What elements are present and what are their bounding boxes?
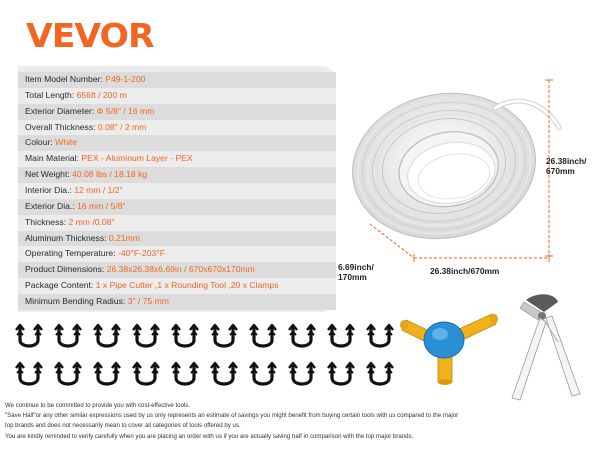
spec-value: 2 mm /0.08"	[68, 216, 115, 227]
spec-row	[18, 72, 336, 88]
clamp-icon	[287, 322, 317, 352]
depth-dimension-metric: 170mm	[338, 272, 367, 282]
brand-logo: VEVOR	[26, 16, 154, 55]
spec-value: 40.08 lbs / 18.18 kg	[72, 169, 148, 180]
spec-label: Net Weight:	[25, 169, 73, 180]
tools-image	[396, 290, 600, 402]
rounding-tool	[400, 314, 498, 385]
spec-row	[18, 215, 336, 231]
spec-label: Package Content:	[25, 280, 96, 291]
clamp-icon	[248, 322, 278, 352]
spec-label: Main Material:	[25, 153, 82, 164]
spec-value: 0.21mm	[108, 232, 140, 243]
spec-value: -40°F-203°F	[118, 248, 165, 259]
clamp-icon	[14, 360, 44, 390]
spec-row	[18, 167, 336, 183]
spec-label: Product Dimensions:	[25, 264, 107, 275]
spec-label: Minimum Bending Radius:	[25, 295, 128, 306]
clamp-icon	[326, 360, 356, 390]
clamp-icon	[92, 322, 122, 352]
tools-illustration	[396, 290, 600, 402]
spec-label: Exterior Dia.:	[25, 200, 78, 211]
clamp-icon	[53, 360, 83, 390]
spec-row	[18, 262, 336, 278]
spec-label: Total Length:	[25, 89, 77, 100]
clamp-icon	[248, 360, 278, 390]
spec-label: Interior Dia.:	[25, 184, 75, 195]
spec-row	[18, 120, 336, 136]
clamp-icon	[287, 360, 317, 390]
disclaimer-line: We continue to be committed to provide you with cost-effective tools.	[5, 402, 191, 409]
spec-label: Aluminum Thickness:	[25, 232, 109, 243]
spec-value: 0.08" / 2 mm	[97, 121, 147, 132]
spec-value: PEX - Aluminum Layer - PEX	[81, 153, 193, 164]
spec-value: 26.38x26.38x6.69in / 670x670x170mm	[106, 264, 255, 275]
spec-row	[18, 231, 336, 247]
clamp-icon	[326, 322, 356, 352]
spec-row	[18, 135, 336, 151]
spec-label: Operating Temperature:	[25, 248, 118, 259]
disclaimer	[5, 401, 597, 442]
spec-value: 3" / 75 mm	[127, 295, 169, 306]
spec-row	[18, 278, 336, 294]
spec-value: 1 x Pipe Cutter ,1 x Rounding Tool ,20 x Clamps	[95, 280, 279, 291]
spec-row	[18, 151, 336, 167]
clamp-icon	[92, 360, 122, 390]
spec-row	[18, 294, 336, 310]
spec-row	[18, 246, 336, 262]
disclaimer-line: You are kindly reminded to verify carefully when you are placing an order with us if you are actually saving half in comparison with the top major brands.	[5, 432, 414, 440]
spec-row	[18, 88, 336, 104]
clamp-icon	[170, 360, 200, 390]
clamp-icon	[170, 322, 200, 352]
height-dimension-metric: 670mm	[546, 166, 575, 176]
depth-dimension-imperial: 6.69inch/	[338, 262, 374, 272]
spec-row	[18, 104, 336, 120]
spec-label: Item Model Number:	[25, 74, 106, 84]
spec-value: White	[55, 137, 78, 148]
clamp-icon	[365, 360, 395, 390]
spec-value: 16 mm / 5/8"	[77, 200, 126, 211]
width-dimension-label: 26.38inch/670mm	[430, 266, 500, 276]
clamp-icon	[209, 322, 239, 352]
disclaimer-line: top brands and does not necessarily mean to cover all categories of tools offered by us.	[5, 422, 241, 430]
clamp-icon	[131, 360, 161, 390]
clamp-icon	[209, 360, 239, 390]
spec-row	[18, 199, 336, 215]
spec-label: Exterior Diameter:	[25, 105, 97, 116]
height-dimension-label	[546, 156, 587, 176]
spec-row	[18, 183, 336, 199]
spec-value: 656ft / 200 m	[76, 89, 127, 100]
clamps-image	[14, 322, 404, 398]
disclaimer-line: "Save Half"or any other similar expressions used by us only represents an estimate of savings you might benefit from buying certain tools with us compared to the major	[5, 412, 459, 420]
spec-label: Thickness:	[25, 216, 69, 227]
clamp-icon	[131, 322, 161, 352]
clamp-icon	[365, 322, 395, 352]
pipe-cutter	[512, 294, 580, 400]
clamp-icon	[14, 322, 44, 352]
height-dimension-imperial: 26.38inch/	[546, 156, 587, 166]
spec-value: 12 mm / 1/2"	[74, 184, 123, 195]
clamp-icon	[53, 322, 83, 352]
depth-dimension-label	[338, 262, 374, 282]
spec-value: Φ 5/8" / 16 mm	[96, 105, 155, 116]
spec-value: P49-1-200	[105, 74, 146, 84]
spec-label: Colour:	[25, 137, 56, 148]
spec-label: Overall Thickness:	[25, 121, 98, 132]
